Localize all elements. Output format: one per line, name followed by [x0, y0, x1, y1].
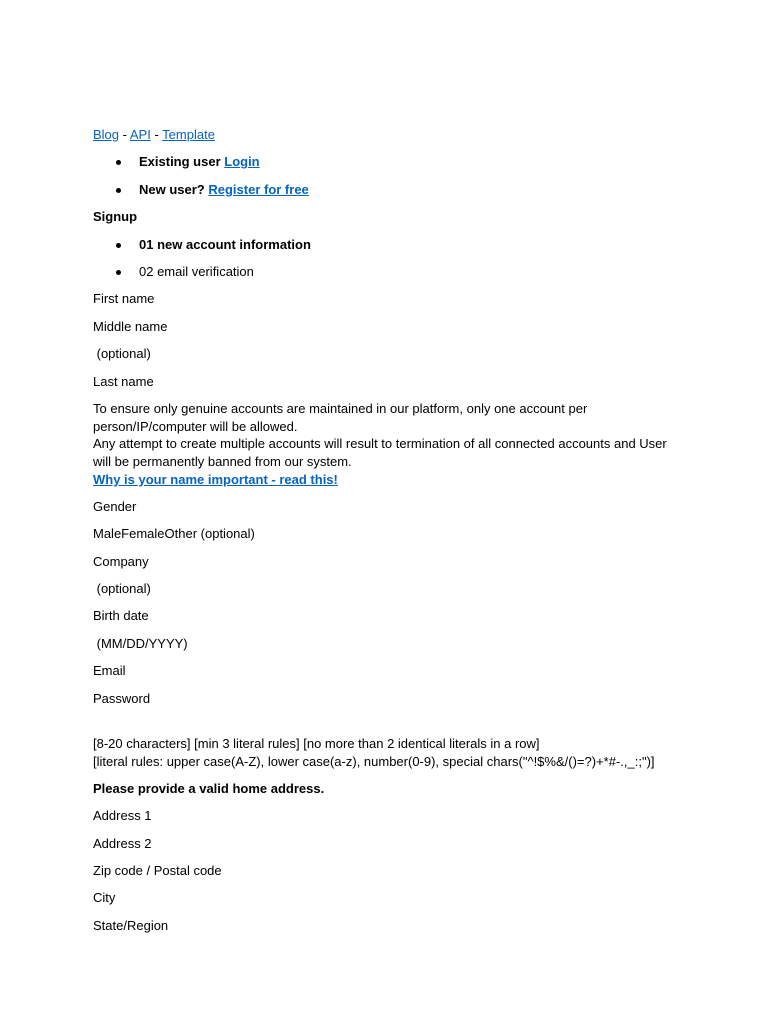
top-nav	[93, 126, 693, 144]
nav-separator: -	[150, 127, 163, 142]
list-item-new-user	[93, 181, 693, 199]
bullet-icon	[116, 188, 121, 193]
gender-label: Gender	[93, 498, 137, 514]
password-label: Password	[93, 690, 151, 706]
name-importance-link[interactable]: Why is your name important - read this!	[93, 471, 338, 487]
gender-options[interactable]: MaleFemaleOther (optional)	[93, 526, 255, 542]
account-policy-notice	[93, 400, 693, 489]
city-label: City	[93, 890, 116, 906]
middle-name-label: Middle name	[93, 318, 168, 334]
notice-text: To ensure only genuine accounts are maintained in our platform, only one account per	[93, 400, 588, 416]
notice-text: will be permanently banned from our system.	[93, 454, 352, 470]
birth-date-label: Birth date	[93, 608, 149, 624]
bullet-icon	[116, 270, 121, 275]
bullet-icon	[116, 160, 121, 165]
spacer	[93, 717, 693, 735]
signup-steps-list	[93, 236, 693, 281]
password-rules-text: [literal rules: upper case(A-Z), lower case(a-z), number(0-9), special chars("^!$%&/()=?)+*#-.,_:;")]	[93, 753, 655, 769]
email-label: Email	[93, 663, 126, 679]
notice-text: Any attempt to create multiple accounts will result to termination of all connected accounts and User	[93, 436, 667, 452]
company-optional-hint: (optional)	[93, 580, 151, 596]
birth-date-format-hint: (MM/DD/YYYY)	[93, 635, 188, 651]
bullet-icon	[116, 243, 121, 248]
middle-name-optional-hint: (optional)	[93, 346, 151, 362]
zip-label: Zip code / Postal code	[93, 862, 222, 878]
login-link[interactable]: Login	[224, 154, 260, 170]
step-label: 01 new account information	[139, 236, 311, 252]
list-item-existing-user	[93, 153, 693, 171]
existing-user-label: Existing user	[139, 154, 225, 170]
page-content	[93, 126, 693, 944]
nav-link-template[interactable]: Template	[162, 127, 215, 142]
last-name-label: Last name	[93, 373, 154, 389]
register-link[interactable]: Register for free	[208, 181, 309, 197]
address1-label: Address 1	[93, 808, 152, 824]
nav-link-api[interactable]: API	[129, 127, 151, 142]
password-rules-text: [8-20 characters] [min 3 literal rules] [no more than 2 identical literals in a row]	[93, 735, 540, 751]
password-rules	[93, 735, 693, 770]
notice-text: person/IP/computer will be allowed.	[93, 418, 298, 434]
company-label: Company	[93, 553, 149, 569]
first-name-label: First name	[93, 291, 155, 307]
nav-link-blog[interactable]: Blog	[93, 127, 120, 142]
address2-label: Address 2	[93, 835, 152, 851]
nav-separator: -	[119, 127, 130, 142]
address-heading: Please provide a valid home address.	[93, 780, 325, 796]
new-user-label: New user?	[139, 181, 209, 197]
account-links-list	[93, 153, 693, 198]
step-label: 02 email verification	[139, 263, 254, 279]
signup-heading: Signup	[93, 209, 138, 225]
step-item-account-info	[93, 236, 693, 254]
state-label: State/Region	[93, 917, 169, 933]
step-item-email-verification	[93, 263, 693, 281]
